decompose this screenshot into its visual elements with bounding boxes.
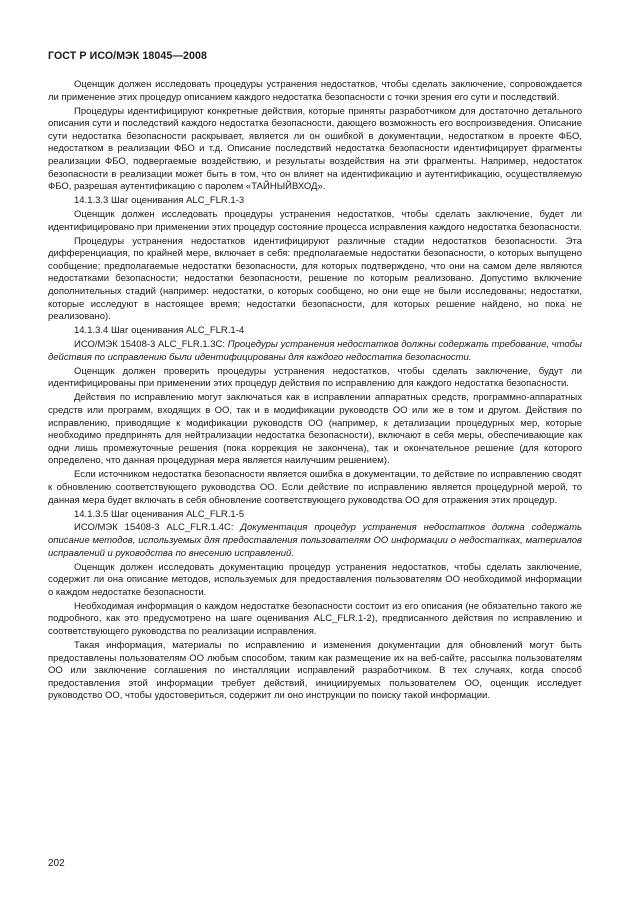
requirement-ref: ИСО/МЭК 15408-3 ALC_FLR.1.3С: [74, 339, 228, 351]
requirement-paragraph [48, 522, 582, 560]
document-body [48, 79, 582, 703]
section-heading: 14.1.3.4 Шаг оценивания ALC_FLR.1-4 [74, 325, 245, 337]
paragraph: Оценщик должен исследовать документацию процедур устранения недостатков, чтобы сделать заключение, содержит ли она описание методов, используемых для предоставления пользователям ОО необходимой информации о каждом недостатке безопасности. [48, 561, 582, 598]
paragraph: Процедуры устранения недостатков идентифицируют различные стадии недостатков безопасности. Эта дифференциация, по крайней мере, включает в себя: предполагаемые недостатки безопасности, о которых выпущено сообщение; предполагаемые недостатки безопасности, для которых подтверждено, что они на самом деле являются недостатками безопасности; недостатки безопасности, решение по которым реализовано. Допустимо включение дополнительных стадий (например: недостатки, о которых сообщено, но они еще не были исследованы; недостатки, которые исследуют в настоящее время; недостатки безопасности, для которых решение найдено, но пока не реализовано). [48, 235, 582, 323]
requirement-ref: ИСО/МЭК 15408-3 ALC_FLR.1.4С: [74, 522, 241, 534]
requirement-paragraph [48, 339, 582, 364]
paragraph: Процедуры идентифицируют конкретные действия, которые приняты разработчиком для достаточно детального описания сути и последствий каждого недостатка безопасности, дающего возможность его воспроизведения. Описание сути недостатка безопасности раскрывает, является ли он ошибкой в документации, недостатком в проекте ФБО, недостатком в реализации ФБО и т.д. Описание последствий недостатка безопасности идентифицирует фрагменты реализации ФБО, подвергаемые воздействию, и результаты воздействия на эти фрагменты. Например, недостаток безопасности в реализации может быть в том, что он влияет на идентификацию и аутентификацию, осуществляемую ФБО, разрешая аутентификацию с паролем «ТАЙНЫЙВХОД». [48, 105, 582, 193]
page-number: 202 [48, 858, 65, 869]
paragraph: Оценщик должен проверить процедуры устранения недостатков, чтобы сделать заключение, будут ли идентифицированы при применении этих процедур действия по исправлению для каждого недостатка безопасности. [48, 365, 582, 390]
paragraph: Действия по исправлению могут заключаться как в исправлении аппаратных средств, программно-аппаратных средств или программ, входящих в ОО, так и в модификации руководств ОО или же в том и другом. Действия по исправлению, приводящие к модификации руководств ОО (например, к детализации процедурных мер, которые необходимо предпринять для нейтрализации недостатка безопасности), включают в себя меры, обеспечивающие как одни лишь промежуточные решения (пока коррекция не закончена), так и окончательное решение (для которого определено, что данная процедурная мера является наилучшим решением). [48, 392, 582, 467]
paragraph: Такая информация, материалы по исправлению и изменения документации для обновлений могут быть предоставлены пользователям ОО любым способом, таким как размещение их на веб-сайте, рассылка пользователям ОО или заключение соглашения по инсталляции исправлений разработчиком. В тех случаях, когда способ предоставления этой информации требует действий, инициируемых пользователем ОО, оценщик исследует руководство ОО, чтобы удостовериться, содержит ли оно инструкции по поиску такой информации. [48, 640, 582, 702]
requirement-text: Документация процедур устранения недостатков должна содержать описание методов, используемых для предоставления пользователям ОО информации о недостатках, материалов исправлений и руководства по внесению исправлений. [48, 522, 582, 559]
paragraph: Если источником недостатка безопасности является ошибка в документации, то действие по исправлению сводят к обновлению соответствующего руководства ОО. Если действие по исправлению является процедурной мерой, то данная мера будет включать в себя обновление соответствующего руководства ОО для отражения этих процедур. [48, 469, 582, 506]
page-header: ГОСТ Р ИСО/МЭК 18045—2008 [48, 50, 207, 62]
section-heading: 14.1.3.5 Шаг оценивания ALC_FLR.1-5 [74, 508, 245, 520]
paragraph: Оценщик должен исследовать процедуры устранения недостатков, чтобы сделать заключение, сопровождается ли применение этих процедур описанием каждого недостатка безопасности с точки зрения его сути и последствий. [48, 79, 582, 103]
paragraph: Необходимая информация о каждом недостатке безопасности состоит из его описания (не обязательно такого же подробного, как это предусмотрено на шаге оценивания ALC_FLR.1-2), предписанного действия по исправлению и соответствующего руководства по реализации исправления. [48, 600, 582, 638]
section-heading: 14.1.3.3 Шаг оценивания ALC_FLR.1-3 [74, 195, 245, 207]
paragraph: Оценщик должен исследовать процедуры устранения недостатков, чтобы сделать заключение, будет ли идентифицировано при применении этих процедур состояние процесса исправления каждого недостатка безопасности. [48, 209, 582, 233]
requirement-text: Процедуры устранения недостатков должны содержать требование, чтобы действия по исправлению были идентифицированы для каждого недостатка безопасности. [48, 339, 582, 363]
